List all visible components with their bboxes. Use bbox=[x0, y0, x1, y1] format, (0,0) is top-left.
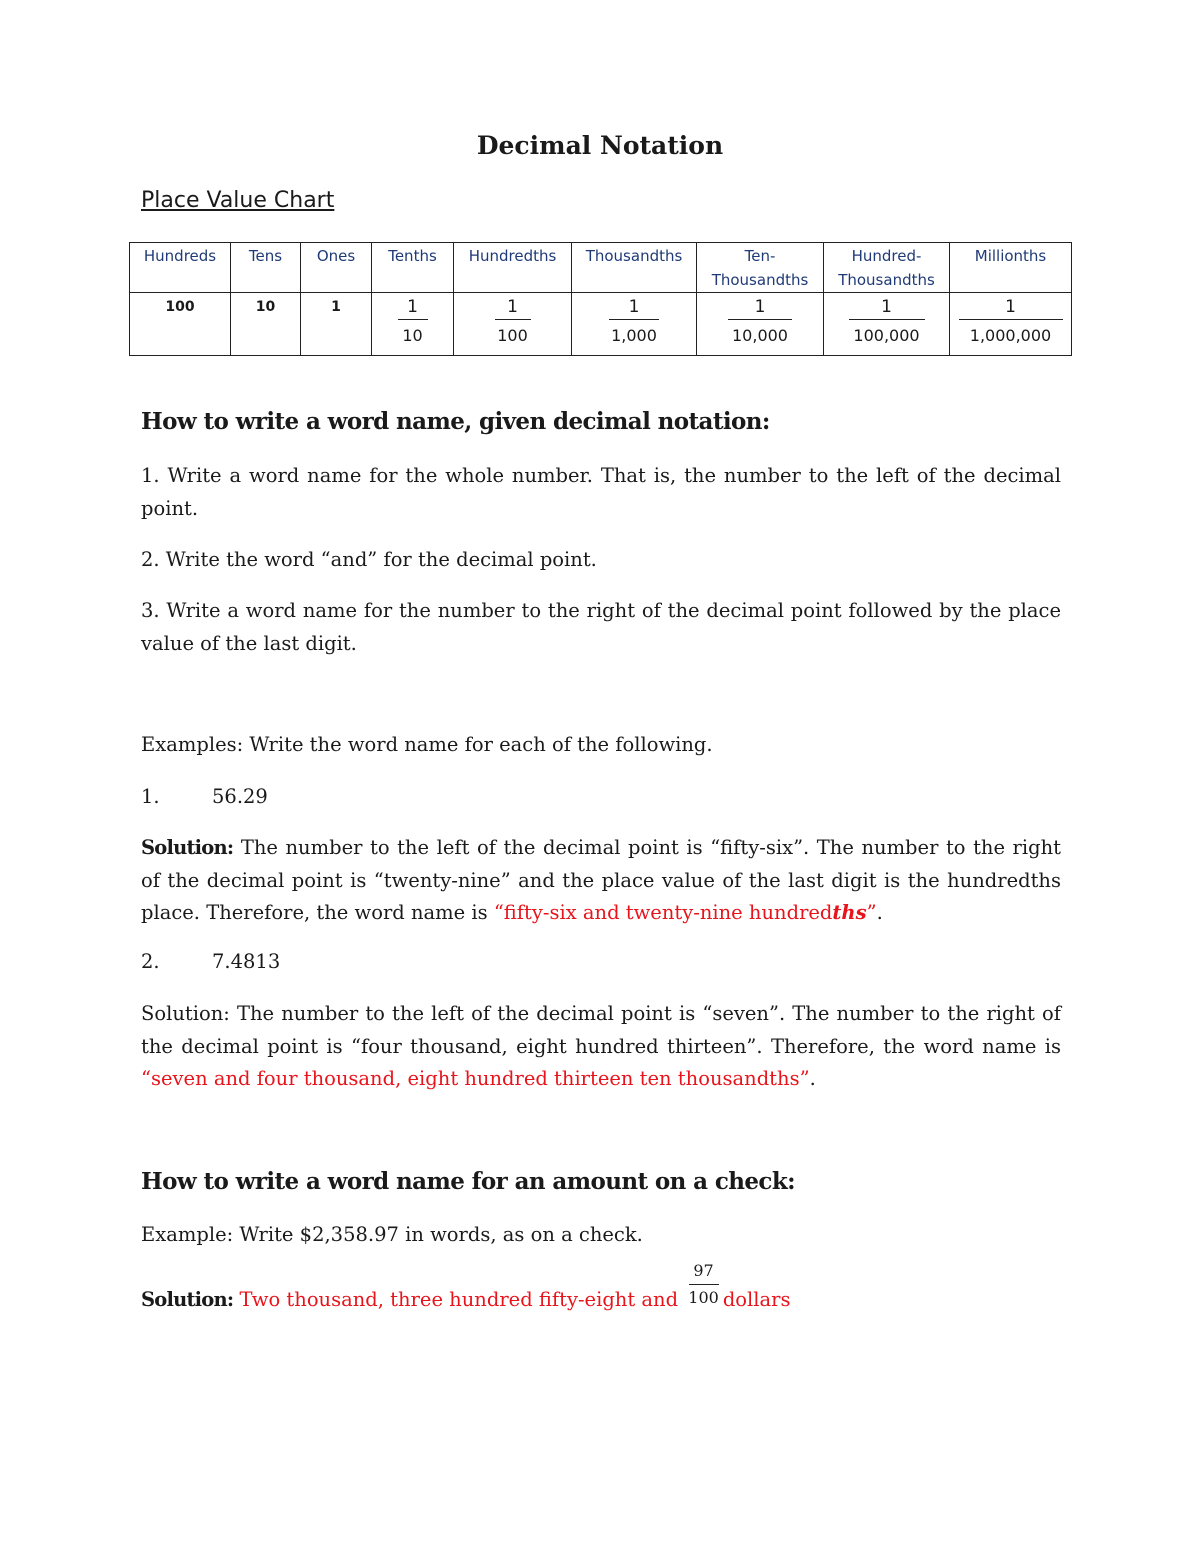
header-cell: Ones bbox=[301, 243, 372, 293]
header-cell: Ten- Thousandths bbox=[697, 243, 824, 293]
header-cell: Hundredths bbox=[454, 243, 572, 293]
value-cell bbox=[454, 293, 572, 356]
table-header-row bbox=[130, 243, 1072, 293]
value-cell bbox=[572, 293, 697, 356]
place-value-table bbox=[129, 242, 1072, 356]
value-cell bbox=[824, 293, 950, 356]
page-title: Decimal Notation bbox=[476, 131, 724, 160]
solution-label: Solution: bbox=[141, 1288, 234, 1311]
header-cell: Tens bbox=[231, 243, 301, 293]
table-value-row bbox=[130, 293, 1072, 356]
example-value: 56.29 bbox=[212, 785, 268, 808]
value-cell bbox=[950, 293, 1072, 356]
example-number: 1. bbox=[141, 785, 160, 808]
value-cell: 10 bbox=[231, 293, 301, 356]
answer: “fifty-six and twenty-nine hundredths” bbox=[493, 901, 877, 924]
step-1: 1. Write a word name for the whole number. That is, the number to the left of the decimal point. bbox=[141, 464, 1061, 520]
example-1 bbox=[141, 785, 268, 808]
place-value-chart-title: Place Value Chart bbox=[141, 188, 335, 213]
value-cell: 1 bbox=[301, 293, 372, 356]
section-heading-decimal: How to write a word name, given decimal notation: bbox=[141, 408, 770, 435]
fraction: $\frac{1}{100,000}$ bbox=[849, 297, 925, 346]
value-cell bbox=[697, 293, 824, 356]
example-1-solution: Solution: The number to the left of the decimal point is “fifty-six”. The number to the right of the decimal point is “twenty-nine” and the place value of the last digit is the hundredths place. Therefore, the word name is “fifty-six and twenty-nine hundredths”. bbox=[141, 836, 1061, 924]
check-solution: Solution: Two thousand, three hundred fifty-eight and $\frac{97}{100}$ dollars bbox=[141, 1261, 791, 1311]
header-cell: Hundreds bbox=[130, 243, 231, 293]
example-value: 7.4813 bbox=[212, 950, 281, 973]
step-3: 3. Write a word name for the number to the right of the decimal point followed by the place value of the last digit. bbox=[141, 599, 1061, 655]
header-cell: Hundred- Thousandths bbox=[824, 243, 950, 293]
example-2-solution: Solution: The number to the left of the decimal point is “seven”. The number to the right of the decimal point is “four thousand, eight hundred thirteen”. Therefore, the word name is “seven and four thousand, eight hundred thirteen ten thousandths”. bbox=[141, 1002, 1061, 1090]
check-example: Example: Write $2,358.97 in words, as on a check. bbox=[141, 1223, 643, 1246]
value-cell: 100 bbox=[130, 293, 231, 356]
answer: “seven and four thousand, eight hundred thirteen ten thousandths” bbox=[141, 1067, 810, 1090]
header-cell: Tenths bbox=[372, 243, 454, 293]
example-2 bbox=[141, 950, 281, 973]
example-number: 2. bbox=[141, 950, 160, 973]
fraction: $\frac{97}{100}$ bbox=[688, 1261, 719, 1307]
step-2: 2. Write the word “and” for the decimal point. bbox=[141, 548, 597, 571]
fraction: $\frac{1}{10,000}$ bbox=[728, 297, 792, 346]
header-cell: Thousandths bbox=[572, 243, 697, 293]
solution-label: Solution: bbox=[141, 836, 234, 859]
fraction: $\frac{1}{1,000}$ bbox=[609, 297, 659, 346]
examples-intro: Examples: Write the word name for each of the following. bbox=[141, 733, 713, 756]
value-cell bbox=[372, 293, 454, 356]
fraction: $\frac{1}{10}$ bbox=[398, 297, 428, 346]
fraction: $\frac{1}{100}$ bbox=[495, 297, 531, 346]
section-heading-check: How to write a word name for an amount on a check: bbox=[141, 1168, 796, 1195]
fraction: $\frac{1}{1,000,000}$ bbox=[959, 297, 1063, 346]
header-cell: Millionths bbox=[950, 243, 1072, 293]
